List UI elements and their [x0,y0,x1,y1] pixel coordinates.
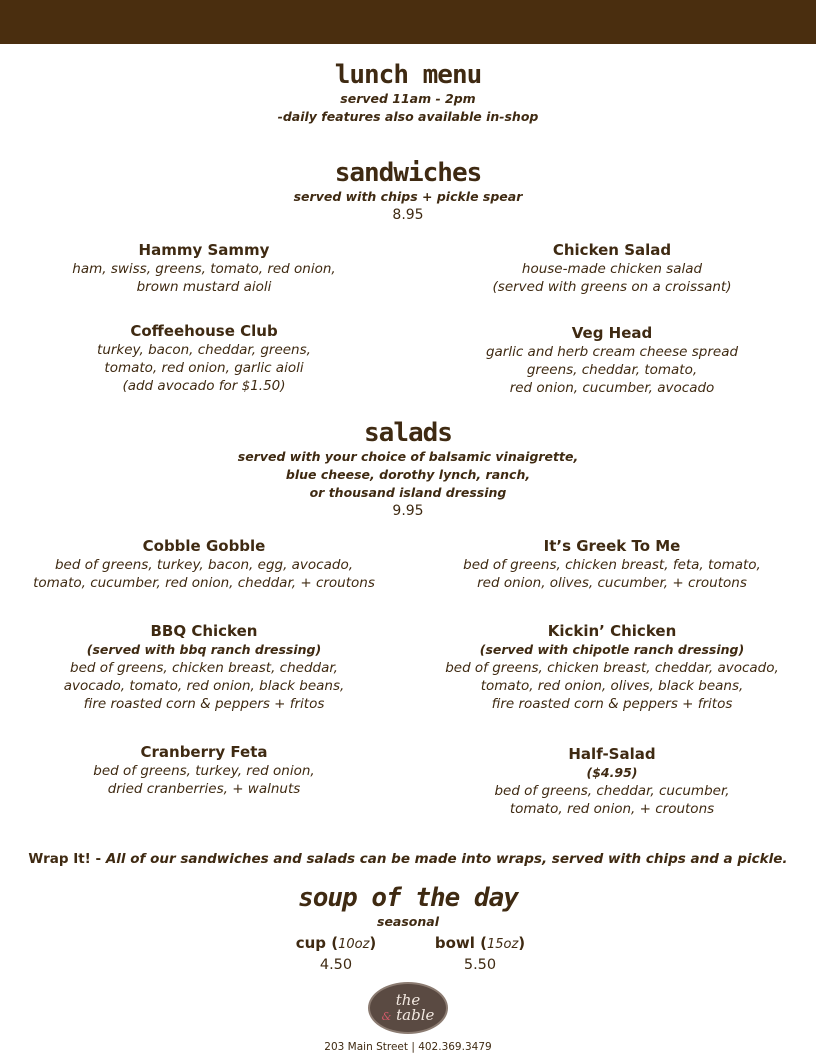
item-name: Half-Salad [568,745,656,763]
item-desc: bed of greens, chicken breast, feta, tomato, [463,557,761,573]
item-desc: brown mustard aioli [136,279,272,295]
header-bar [0,0,816,44]
hours-text: served 11am - 2pm [340,91,476,106]
item-desc: dried cranberries, + walnuts [107,781,301,797]
menu-item-cranberry-feta [14,743,394,798]
sandwiches-header [0,158,816,225]
item-desc: avocado, tomato, red onion, black beans, [63,678,345,694]
item-name: Kickin’ Chicken [547,622,677,640]
soup-bowl [420,933,540,975]
item-name: Hammy Sammy [138,241,270,259]
item-desc: garlic and herb cream cheese spread [485,344,739,360]
item-desc: ham, swiss, greens, tomato, red onion, [72,261,336,277]
page-title: lunch menu [334,60,482,90]
cup-price: 4.50 [319,957,353,973]
item-desc: bed of greens, turkey, bacon, egg, avocado, [54,557,353,573]
salads-subtitle: blue cheese, dorothy lynch, ranch, [285,467,531,482]
salads-price: 9.95 [392,503,424,519]
logo: the & table [368,982,448,1034]
item-desc: fire roasted corn & peppers + fritos [491,696,733,712]
soup-header [0,883,816,931]
item-desc: red onion, olives, cucumber, + croutons [477,575,747,591]
footer-address: 203 Main Street | 402.369.3479 [324,1041,492,1053]
item-desc: bed of greens, chicken breast, cheddar, [70,660,338,676]
menu-item-half-salad [422,745,802,818]
sandwiches-price: 8.95 [392,207,424,223]
section-title-salads: salads [364,418,452,448]
item-desc: turkey, bacon, cheddar, greens, [97,342,311,358]
item-desc: (served with greens on a croissant) [492,279,732,295]
bowl-label: bowl (15oz) [434,934,526,952]
sandwiches-subtitle: served with chips + pickle spear [293,189,523,204]
cup-label: cup (10oz) [295,934,377,952]
item-desc: greens, cheddar, tomato, [526,362,698,378]
features-text: -daily features also available in-shop [277,109,539,124]
item-desc: tomato, red onion, olives, black beans, [480,678,744,694]
menu-item-chicken-salad [422,241,802,296]
item-note: (served with chipotle ranch dressing) [479,642,745,657]
item-name: It’s Greek To Me [543,537,681,555]
item-desc: (add avocado for $1.50) [122,378,286,394]
item-desc: bed of greens, turkey, red onion, [93,763,315,779]
wrap-note [0,850,816,868]
item-note: (served with bbq ranch dressing) [86,642,322,657]
menu-item-kickin-chicken [422,622,802,713]
item-desc: house-made chicken salad [521,261,703,277]
salads-subtitle: served with your choice of balsamic vinaigrette, [237,449,579,464]
menu-item-greek [422,537,802,592]
item-desc: fire roasted corn & peppers + fritos [83,696,325,712]
menu-header [0,60,816,126]
salads-subtitle: or thousand island dressing [309,485,507,500]
item-note: ($4.95) [586,765,638,780]
salads-header [0,418,816,521]
section-title-soup: soup of the day [298,883,518,913]
menu-item-cobble-gobble [14,537,394,592]
section-title-sandwiches: sandwiches [334,158,482,188]
bowl-price: 5.50 [463,957,497,973]
menu-item-coffeehouse-club [14,322,394,395]
item-desc: tomato, red onion, garlic aioli [104,360,304,376]
wrap-lead: Wrap It! - [28,851,106,867]
item-desc: bed of greens, chicken breast, cheddar, avocado, [445,660,779,676]
soup-cup [276,933,396,975]
item-name: Coffeehouse Club [130,322,278,340]
menu-item-hammy-sammy [14,241,394,296]
soup-subtitle: seasonal [377,914,439,929]
item-desc: tomato, red onion, + croutons [509,801,715,817]
item-desc: red onion, cucumber, avocado [509,380,715,396]
item-name: Veg Head [571,324,653,342]
item-desc: bed of greens, cheddar, cucumber, [494,783,730,799]
wrap-text: All of our sandwiches and salads can be made into wraps, served with chips and a pickle. [105,851,788,867]
item-name: Cranberry Feta [140,743,268,761]
menu-item-veg-head [422,324,802,397]
item-name: Cobble Gobble [142,537,266,555]
item-name: BBQ Chicken [150,622,258,640]
menu-item-bbq-chicken [14,622,394,713]
item-desc: tomato, cucumber, red onion, cheddar, + croutons [33,575,375,591]
item-name: Chicken Salad [552,241,672,259]
